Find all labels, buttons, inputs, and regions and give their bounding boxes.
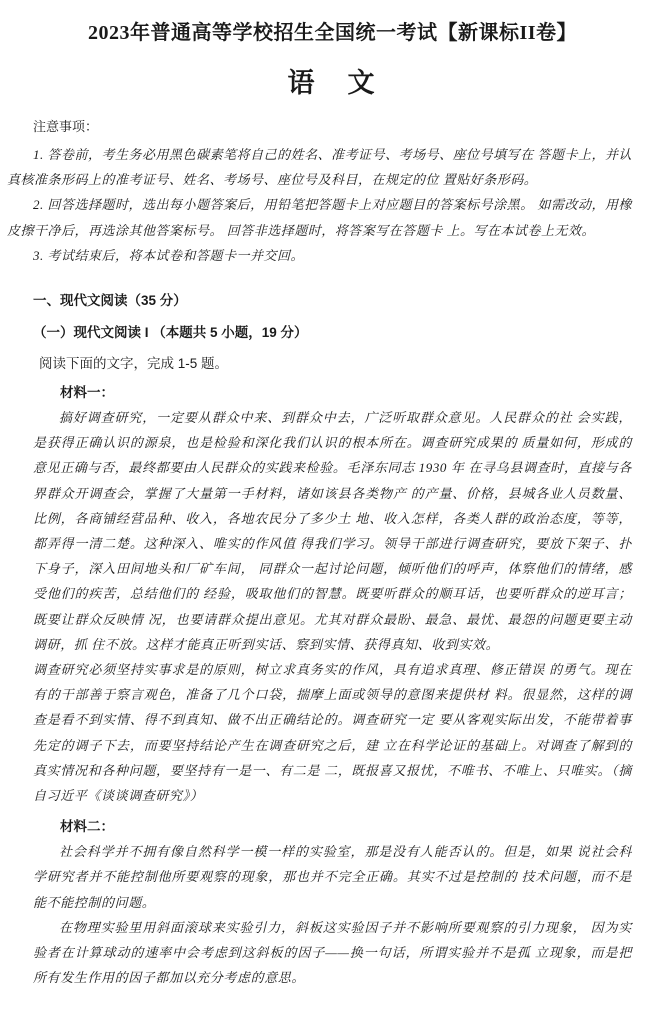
section-modern-reading	[33, 288, 632, 376]
notice-item-1: 1. 答卷前，考生务必用黑色碳素笔将自己的姓名、准考证号、考场号、座位号填写在 答题卡上，并认真核准条形码上的准考证号、姓名、考场号、座位号及科目，在规定的位 置贴好条形码。	[7, 147, 632, 188]
material-2-paragraph-2: 在物理实验里用斜面滚球来实验引力，斜板这实验因子并不影响所要观察的引力现象， 因为实验者在计算球动的速率中会考虑到这斜板的因子——换一句话，所谓实验并不是孤 立现象，而是把所有发生作用的因子都加以充分考虑的意思。	[33, 919, 632, 986]
notice-item-3: 3. 考试结束后，将本试卷和答题卡一并交回。	[33, 247, 305, 263]
section-subheading: （一）现代文阅读 I （本题共 5 小题，19 分）	[33, 325, 308, 341]
material-2-paragraph-1: 社会科学并不拥有像自然科学一模一样的实验室，那是没有人能否认的。但是，如果 说社会科学研究者并不能控制他所要观察的现象，那也并不完全正确。其实不过是控制的 技术问题，而不是能不能控制的问题。	[33, 844, 632, 910]
subject-title: 语 文	[287, 68, 378, 98]
material-1-label: 材料一：	[60, 385, 114, 401]
material-2	[33, 814, 632, 990]
notice-section	[7, 118, 632, 268]
material-1-paragraph-2: 调查研究必须坚持实事求是的原则，树立求真务实的作风，具有追求真理、修正错误 的勇气。现在有的干部善于察言观色，准备了几个口袋，揣摩上面或领导的意图来提供材 料。很显然，这样的调查是看不到实情、得不到真知、做不出正确结论的。调查研究一定 要从客观实际出发，不能带着事先定的调子下去，而要坚持结论产生在调查研究之后，建 立在科学论证的基础上。对调查了解到的真实情况和各种问题，要坚持有一是一、有二是 二，既报喜又报忧，不唯书、不唯上、只唯实。（摘自习近平《谈谈调查研究》）	[33, 662, 632, 804]
section-heading: 一、现代文阅读（35 分）	[33, 293, 187, 309]
reading-instruction: 阅读下面的文字，完成 1-5 题。	[39, 356, 229, 372]
notice-item-2: 2. 回答选择题时，选出每小题答案后，用铅笔把答题卡上对应题目的答案标号涂黑。 如需改动，用橡皮擦干净后，再选涂其他答案标号。 回答非选择题时，将答案写在答题卡 上。写在本试卷上无效。	[7, 197, 632, 238]
notice-label: 注意事项：	[33, 119, 99, 134]
material-2-label: 材料二：	[60, 819, 114, 835]
page-title: 2023年普通高等学校招生全国统一考试【新课标II卷】	[87, 22, 578, 44]
material-1	[33, 380, 632, 808]
material-1-paragraph-1: 搞好调查研究，一定要从群众中来、到群众中去，广泛听取群众意见。人民群众的社 会实践，是获得正确认识的源泉，也是检验和深化我们认识的根本所在。调查研究成果的 质量如何，形成的意见正确与否，最终都要由人民群众的实践来检验。毛泽东同志 1930 年 在寻乌县调查时，直接与各界群众开调查会，掌握了大量第一手材料，诸如该县各类物产 的产量、价格，县城各业人员数量、比例，各商铺经营品种、收入，各地农民分了多少土 地、收入怎样，各类人群的政治态度，等等，都弄得一清二楚。这种深入、唯实的作风值 得我们学习。领导干部进行调查研究，要放下架子、扑下身子，深入田间地头和厂矿车间， 同群众一起讨论问题，倾听他们的呼声，体察他们的情绪，感受他们的疾苦，总结他们的 经验，吸取他们的智慧。既要听群众的顺耳话，也要听群众的逆耳言；既要让群众反映情 况，也要请群众提出意见。尤其对群众最盼、最急、最忧、最怨的问题更要主动调研，抓 住不放。这样才能真正听到实话、察到实情、获得真知、收到实效。	[33, 410, 632, 652]
